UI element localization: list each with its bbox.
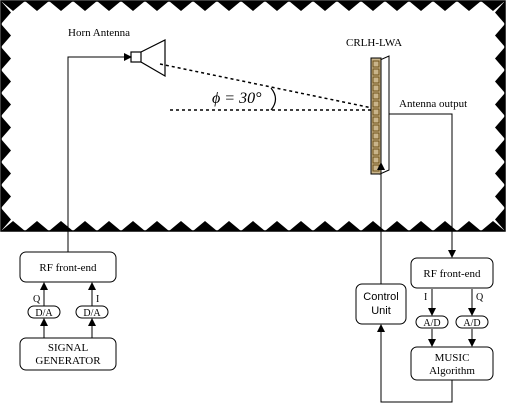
horn-antenna-label: Horn Antenna <box>68 27 131 39</box>
control-unit-label-1: Control <box>363 291 399 303</box>
music-algorithm-label-2: Algorithm <box>429 365 475 377</box>
tx-q-label: Q <box>33 294 41 305</box>
tx-i-label: I <box>96 294 100 305</box>
lwa-label: CRLH-LWA <box>346 37 403 49</box>
tx-rf-frontend-label: RF front-end <box>39 262 97 274</box>
signal-generator-label-1: SIGNAL <box>47 342 89 354</box>
rx-q-label: Q <box>476 292 484 303</box>
signal-generator-label-2: GENERATOR <box>35 355 101 367</box>
tx-dac-q-label: D/A <box>35 308 53 319</box>
tx-dac-i-label: D/A <box>83 308 101 319</box>
rx-adc-q-label: A/D <box>463 318 481 329</box>
control-unit-label-2: Unit <box>371 305 391 317</box>
control-unit-box <box>356 284 406 324</box>
rx-rf-frontend-label: RF front-end <box>423 268 481 280</box>
angle-label: ϕ = 30° <box>212 90 262 107</box>
antenna-output-label: Antenna output <box>399 98 468 110</box>
rx-i-label: I <box>424 292 428 303</box>
crlh-lwa-antenna <box>371 56 389 174</box>
music-algorithm-label-1: MUSIC <box>434 352 470 364</box>
rx-adc-i-label: A/D <box>423 318 441 329</box>
